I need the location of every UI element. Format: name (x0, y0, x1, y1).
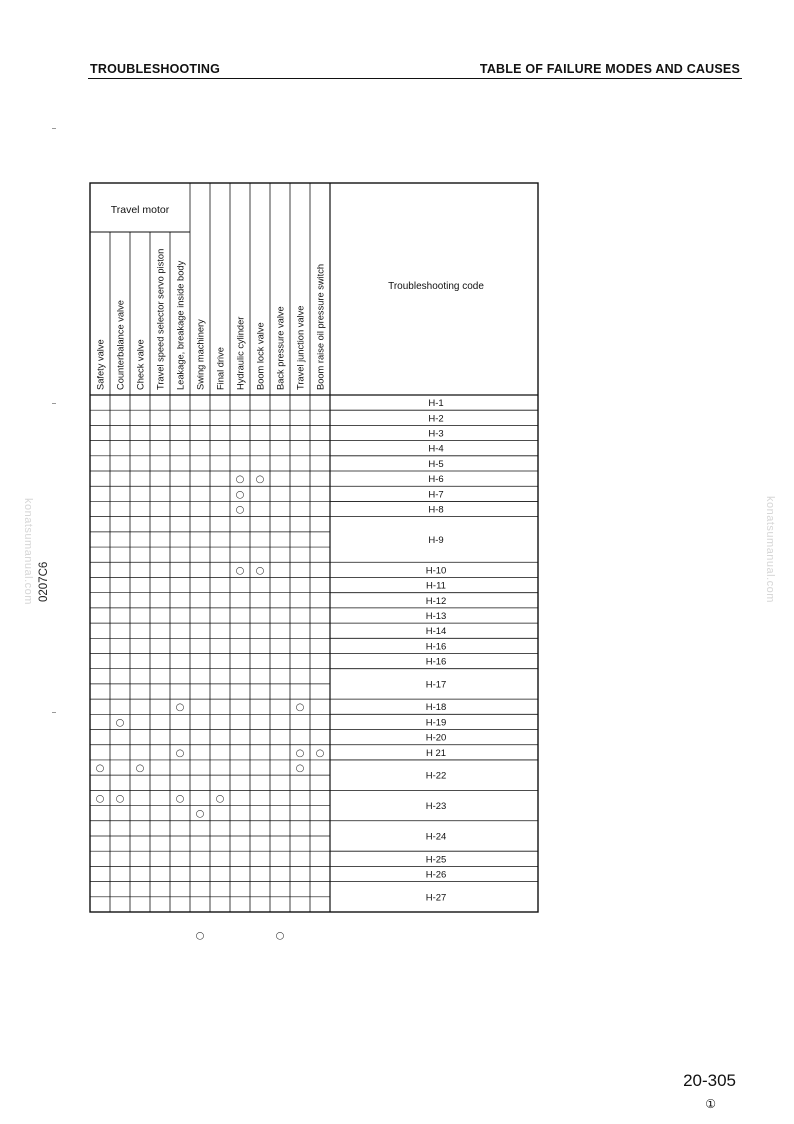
troubleshooting-code: H-2 (428, 413, 444, 425)
cause-mark: ○ (195, 808, 205, 820)
cause-mark: ○ (295, 702, 305, 714)
column-header-9: Boom lock valve (255, 322, 266, 390)
cause-mark: ○ (135, 763, 145, 775)
cause-mark: ○ (295, 763, 305, 775)
cause-mark: ○ (195, 930, 205, 942)
cause-mark: ○ (215, 793, 225, 805)
column-header-2: Counterbalance valve (115, 300, 126, 390)
column-header-11: Travel junction valve (295, 305, 306, 390)
troubleshooting-code: H-8 (428, 504, 444, 516)
troubleshooting-code: H-17 (425, 679, 447, 691)
troubleshooting-code: H-19 (425, 717, 447, 729)
troubleshooting-code: H-16 (425, 641, 447, 653)
column-header-7: Final drive (215, 347, 226, 390)
troubleshooting-code: H-20 (425, 732, 447, 744)
troubleshooting-code: H-18 (425, 702, 447, 714)
column-header-5: Leakage, breakage inside body (175, 260, 186, 390)
troubleshooting-code: H-25 (425, 854, 447, 866)
cause-mark: ○ (95, 763, 105, 775)
cause-mark: ○ (115, 717, 125, 729)
troubleshooting-code: H-22 (425, 770, 447, 782)
troubleshooting-code: H-6 (428, 474, 444, 486)
column-header-4: Travel speed selector servo piston (155, 248, 166, 390)
cause-mark: ○ (235, 474, 245, 486)
troubleshooting-code: H-24 (425, 831, 447, 843)
troubleshooting-code: H-11 (426, 580, 446, 592)
code-column-header: Troubleshooting code (388, 281, 484, 292)
header-section-title: TROUBLESHOOTING (90, 62, 221, 76)
troubleshooting-code: H-13 (425, 610, 447, 622)
cause-mark: ○ (295, 747, 305, 759)
cause-mark: ○ (315, 747, 325, 759)
troubleshooting-code: H-27 (425, 892, 447, 904)
header-page-title: TABLE OF FAILURE MODES AND CAUSES (479, 62, 740, 76)
troubleshooting-code: H-12 (425, 595, 447, 607)
troubleshooting-code: H-16 (425, 656, 447, 668)
cause-mark: ○ (115, 793, 125, 805)
troubleshooting-code: H-7 (428, 489, 444, 501)
cause-mark: ○ (255, 565, 265, 577)
cause-mark: ○ (235, 489, 245, 501)
column-header-12: Boom raise oil pressure switch (315, 263, 326, 390)
cause-mark: ○ (175, 793, 185, 805)
column-header-10: Back pressure valve (275, 306, 286, 390)
cause-mark: ○ (235, 504, 245, 516)
column-header-1: Safety valve (95, 339, 106, 390)
column-header-3: Check valve (135, 339, 146, 390)
cause-mark: ○ (175, 702, 185, 714)
troubleshooting-code: H-3 (428, 428, 444, 440)
troubleshooting-code: H-9 (428, 534, 444, 546)
column-header-6: Swing machinery (195, 319, 206, 390)
cause-mark: ○ (95, 793, 105, 805)
group-label-travel-motor: Travel motor (110, 204, 170, 216)
troubleshooting-code: H-5 (428, 458, 444, 470)
cause-mark: ○ (175, 747, 185, 759)
troubleshooting-code: H 21 (425, 747, 447, 759)
cause-mark: ○ (235, 565, 245, 577)
troubleshooting-code: H-1 (428, 398, 444, 410)
troubleshooting-code: H-14 (425, 626, 447, 638)
cause-mark: ○ (255, 474, 265, 486)
cause-mark: ○ (275, 930, 285, 942)
page-number: 20-305 (683, 1071, 736, 1090)
troubleshooting-code: H-23 (425, 801, 447, 813)
troubleshooting-code: H-4 (428, 443, 444, 455)
troubleshooting-code: H-26 (425, 869, 447, 881)
revision-mark: ① (705, 1097, 716, 1111)
column-header-8: Hydraulic cylinder (235, 316, 246, 390)
troubleshooting-code: H-10 (425, 565, 447, 577)
